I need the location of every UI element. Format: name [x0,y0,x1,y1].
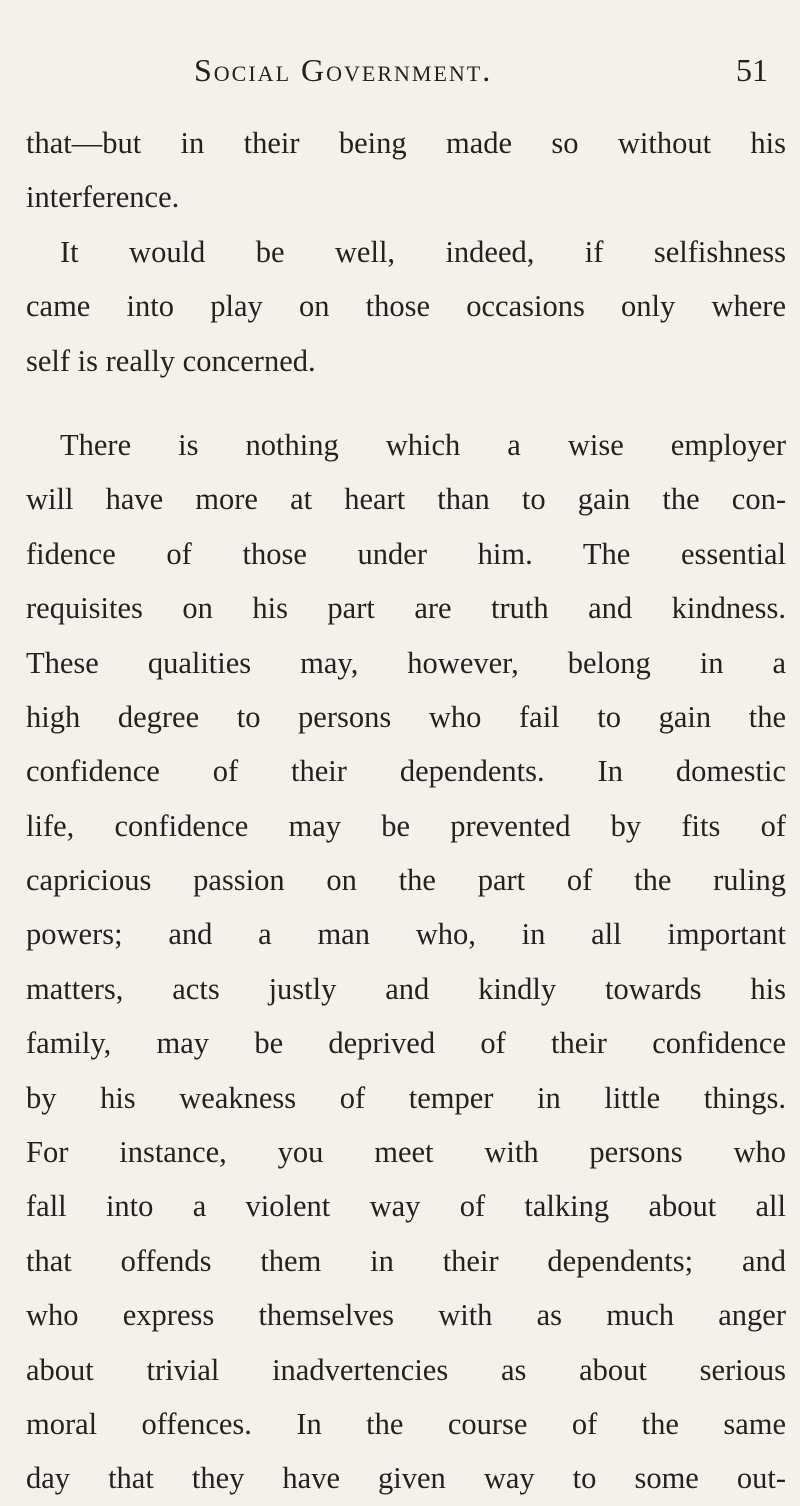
text-line: will have more at heart than to gain the con- [26,482,786,517]
text-line: day that they have given way to some out- [26,1461,786,1496]
body-text [26,116,786,1506]
text-line: that—but in their being made so without his [26,126,786,160]
text-line: matters, acts justly and kindly towards his [26,971,786,1006]
text-line: These qualities may, however, belong in a [26,645,786,680]
text-line: who express themselves with as much anger [26,1298,786,1333]
paragraph-gap [26,388,786,418]
text-line: family, may be deprived of their confidence [26,1026,786,1061]
text-line: about trivial inadvertencies as about serious [26,1352,786,1387]
text-line: It would be well, indeed, if selfishness [60,234,786,269]
text-line: by his weakness of temper in little things. [26,1080,786,1115]
page-header [0,52,800,102]
text-line: that offends them in their dependents; and [26,1243,786,1278]
running-head: Social Government. [194,52,493,88]
text-line: There is nothing which a wise employer [60,427,786,462]
page-number: 51 [736,52,768,88]
text-line: powers; and a man who, in all important [26,917,786,952]
text-line: For instance, you meet with persons who [26,1135,786,1170]
text-line: fidence of those under him. The essential [26,536,786,571]
text-line: life, confidence may be prevented by fits of [26,808,786,843]
text-line: requisites on his part are truth and kindness. [26,591,786,626]
text-line: self is really concerned. [26,343,316,378]
text-line: moral offences. In the course of the same [26,1406,786,1441]
text-line: interference. [26,180,180,215]
text-line: high degree to persons who fail to gain the [26,699,786,734]
text-line: fall into a violent way of talking about all [26,1189,786,1224]
text-line: capricious passion on the part of the ruling [26,863,786,898]
text-line: came into play on those occasions only where [26,289,786,324]
text-line: confidence of their dependents. In domestic [26,754,786,789]
